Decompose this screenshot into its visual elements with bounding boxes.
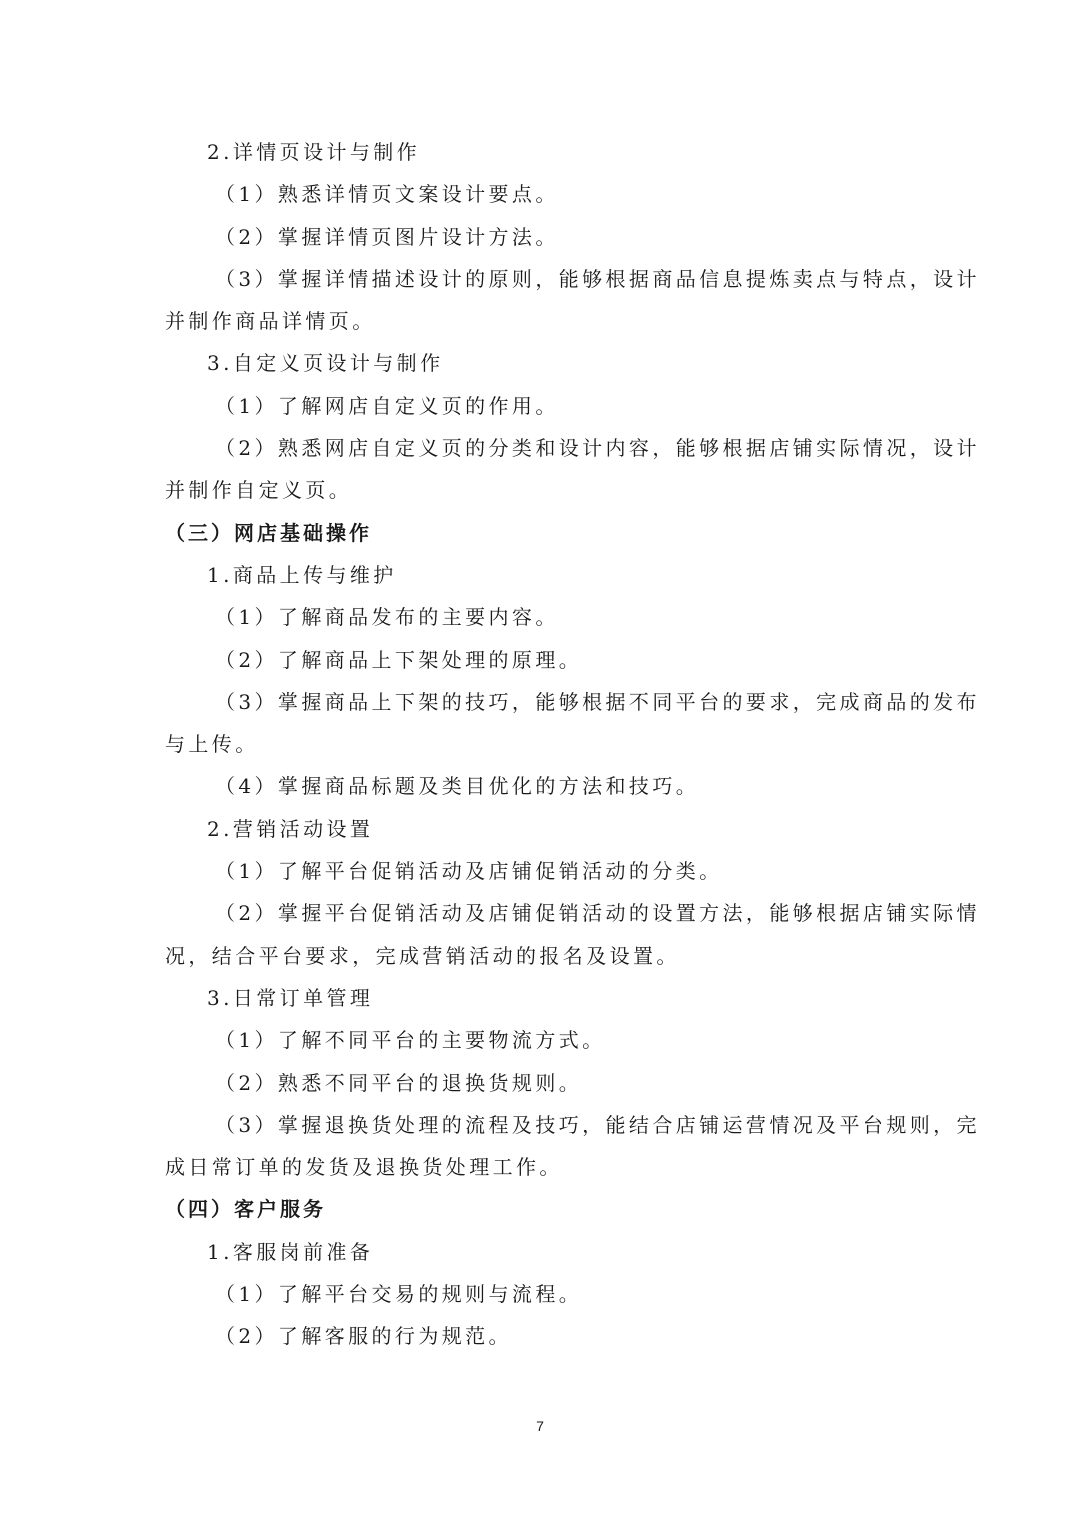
list-item-continuation: 成日常订单的发货及退换货处理工作。 bbox=[165, 1155, 563, 1180]
list-item-continuation: 与上传。 bbox=[165, 732, 259, 757]
list-item: （2）熟悉不同平台的退换货规则。 bbox=[215, 1070, 583, 1095]
list-item: （2）掌握平台促销活动及店铺促销活动的设置方法，能够根据店铺实际情 bbox=[215, 901, 980, 926]
list-item: （3）掌握退换货处理的流程及技巧，能结合店铺运营情况及平台规则，完 bbox=[215, 1112, 980, 1137]
list-item: （2）了解商品上下架处理的原理。 bbox=[215, 647, 583, 672]
subheading: 1.客服岗前准备 bbox=[207, 1239, 374, 1264]
subheading: 2.详情页设计与制作 bbox=[207, 140, 421, 164]
list-item: （3）掌握详情描述设计的原则，能够根据商品信息提炼卖点与特点，设计 bbox=[215, 266, 980, 291]
subheading: 1.商品上传与维护 bbox=[207, 562, 397, 587]
list-item: （4）掌握商品标题及类目优化的方法和技巧。 bbox=[215, 774, 700, 799]
subheading: 3.自定义页设计与制作 bbox=[207, 351, 444, 376]
subheading: 2.营销活动设置 bbox=[207, 816, 374, 841]
list-item: （2）了解客服的行为规范。 bbox=[215, 1324, 512, 1349]
list-item: （2）掌握详情页图片设计方法。 bbox=[215, 224, 559, 249]
list-item: （3）掌握商品上下架的技巧，能够根据不同平台的要求，完成商品的发布 bbox=[215, 689, 980, 714]
list-item: （1）了解平台交易的规则与流程。 bbox=[215, 1282, 583, 1307]
subheading: 3.日常订单管理 bbox=[207, 985, 374, 1010]
list-item: （1）熟悉详情页文案设计要点。 bbox=[215, 182, 559, 207]
section-heading: （三）网店基础操作 bbox=[165, 520, 372, 545]
list-item: （1）了解平台促销活动及店铺促销活动的分类。 bbox=[215, 859, 723, 884]
section-heading: （四）客户服务 bbox=[165, 1197, 326, 1222]
page-body bbox=[165, 131, 980, 1358]
list-item-continuation: 况，结合平台要求，完成营销活动的报名及设置。 bbox=[165, 943, 680, 968]
list-item: （2）熟悉网店自定义页的分类和设计内容，能够根据店铺实际情况，设计 bbox=[215, 436, 980, 461]
list-item: （1）了解网店自定义页的作用。 bbox=[215, 393, 559, 418]
list-item-continuation: 并制作自定义页。 bbox=[165, 478, 353, 503]
list-item: （1）了解不同平台的主要物流方式。 bbox=[215, 1028, 606, 1053]
list-item-continuation: 并制作商品详情页。 bbox=[165, 309, 376, 334]
list-item: （1）了解商品发布的主要内容。 bbox=[215, 605, 559, 630]
page-number: 7 bbox=[536, 1418, 544, 1434]
